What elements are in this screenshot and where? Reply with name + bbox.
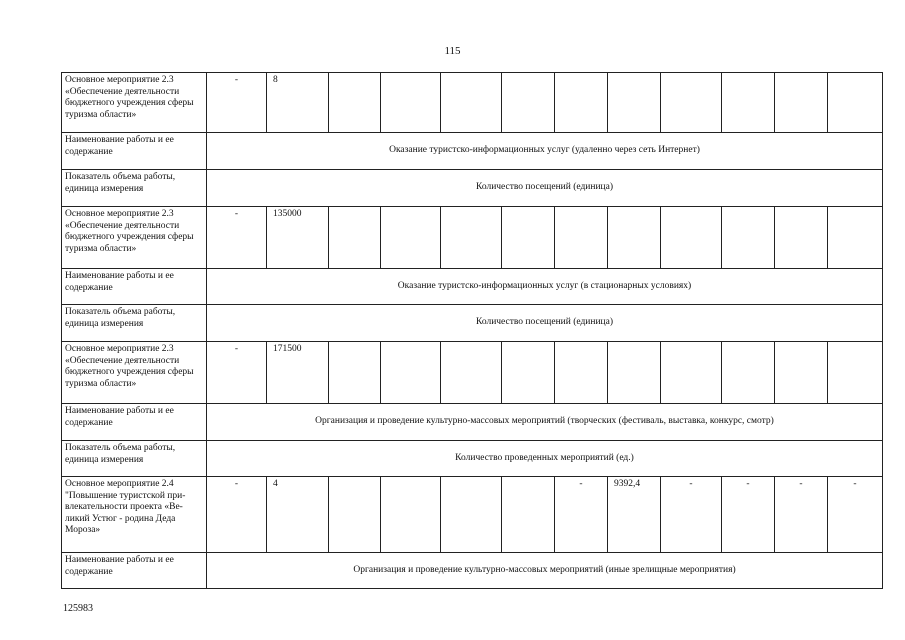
row-label: Основное мероприятие 2.3 «Обеспечение деятельности бюджетного учреждения сферы туризма области» <box>62 73 207 133</box>
table-row <box>62 477 883 553</box>
table-cell <box>608 207 661 269</box>
table-cell <box>722 207 775 269</box>
table-cell <box>441 477 502 553</box>
table-cell <box>775 73 828 133</box>
table-cell <box>381 477 441 553</box>
table-cell <box>329 207 381 269</box>
table-cell <box>502 477 555 553</box>
table-cell: - <box>207 477 267 553</box>
row-label: Показатель объема работы, единица измерения <box>62 170 207 207</box>
table-cell <box>555 73 608 133</box>
table-cell <box>661 73 722 133</box>
page-number: 115 <box>444 45 461 57</box>
table-cell <box>555 342 608 404</box>
table-row <box>62 305 883 342</box>
table-cell: 9392,4 <box>608 477 661 553</box>
merged-cell: Организация и проведение культурно-массовых мероприятий (иные зрелищные мероприятия) <box>207 553 883 589</box>
table-cell: - <box>207 73 267 133</box>
table-cell <box>775 207 828 269</box>
table-row <box>62 553 883 589</box>
table-cell: - <box>207 207 267 269</box>
row-label: Основное мероприятие 2.3 «Обеспечение деятельности бюджетного учреждения сферы туризма области» <box>62 207 207 269</box>
table-cell <box>608 342 661 404</box>
row-label: Основное мероприятие 2.3 «Обеспечение деятельности бюджетного учреждения сферы туризма области» <box>62 342 207 404</box>
row-label: Наименование работы и ее содержание <box>62 269 207 305</box>
table-cell <box>502 207 555 269</box>
table-cell <box>775 342 828 404</box>
table-row <box>62 441 883 477</box>
table-cell <box>828 73 883 133</box>
merged-cell: Организация и проведение культурно-массовых мероприятий (творческих (фестиваль, выставка, конкурс, смотр) <box>207 404 883 441</box>
table-cell <box>329 477 381 553</box>
table-row <box>62 342 883 404</box>
table-row <box>62 269 883 305</box>
table-row <box>62 404 883 441</box>
table-cell: 8 <box>267 73 329 133</box>
table-cell: 171500 <box>267 342 329 404</box>
table-cell <box>441 73 502 133</box>
row-label: Показатель объема работы, единица измерения <box>62 305 207 342</box>
table-cell <box>441 342 502 404</box>
table-cell <box>722 342 775 404</box>
merged-cell: Оказание туристско-информационных услуг (в стационарных условиях) <box>207 269 883 305</box>
table-cell: 4 <box>267 477 329 553</box>
merged-cell: Количество посещений (единица) <box>207 305 883 342</box>
table-cell <box>329 342 381 404</box>
row-label: Наименование работы и ее содержание <box>62 553 207 589</box>
row-label: Наименование работы и ее содержание <box>62 133 207 170</box>
merged-cell: Оказание туристско-информационных услуг (удаленно через сеть Интернет) <box>207 133 883 170</box>
activity-table <box>61 72 883 589</box>
table-row <box>62 73 883 133</box>
table-cell <box>828 207 883 269</box>
merged-cell: Количество посещений (единица) <box>207 170 883 207</box>
row-label: Наименование работы и ее содержание <box>62 404 207 441</box>
table-row <box>62 207 883 269</box>
merged-cell: Количество проведенных мероприятий (ед.) <box>207 441 883 477</box>
table-cell <box>441 207 502 269</box>
table-cell: - <box>555 477 608 553</box>
table-cell <box>381 207 441 269</box>
table-cell: - <box>661 477 722 553</box>
row-label: Основное мероприятие 2.4 "Повышение туристской при-влекательности проекта «Ве-ликий Устюг - родина Деда Мороза» <box>62 477 207 553</box>
table-cell <box>502 73 555 133</box>
table-cell <box>722 73 775 133</box>
table-cell <box>555 207 608 269</box>
table-cell <box>381 73 441 133</box>
table-cell <box>661 207 722 269</box>
table-cell <box>329 73 381 133</box>
document-code: 125983 <box>63 603 93 614</box>
row-label: Показатель объема работы, единица измерения <box>62 441 207 477</box>
table-cell <box>502 342 555 404</box>
table-cell: - <box>775 477 828 553</box>
table-cell <box>608 73 661 133</box>
table-cell: - <box>207 342 267 404</box>
table-cell <box>381 342 441 404</box>
table-cell: - <box>722 477 775 553</box>
table-row <box>62 170 883 207</box>
table-cell: - <box>828 477 883 553</box>
table-row <box>62 133 883 170</box>
table-cell <box>828 342 883 404</box>
table-cell: 135000 <box>267 207 329 269</box>
table-cell <box>661 342 722 404</box>
